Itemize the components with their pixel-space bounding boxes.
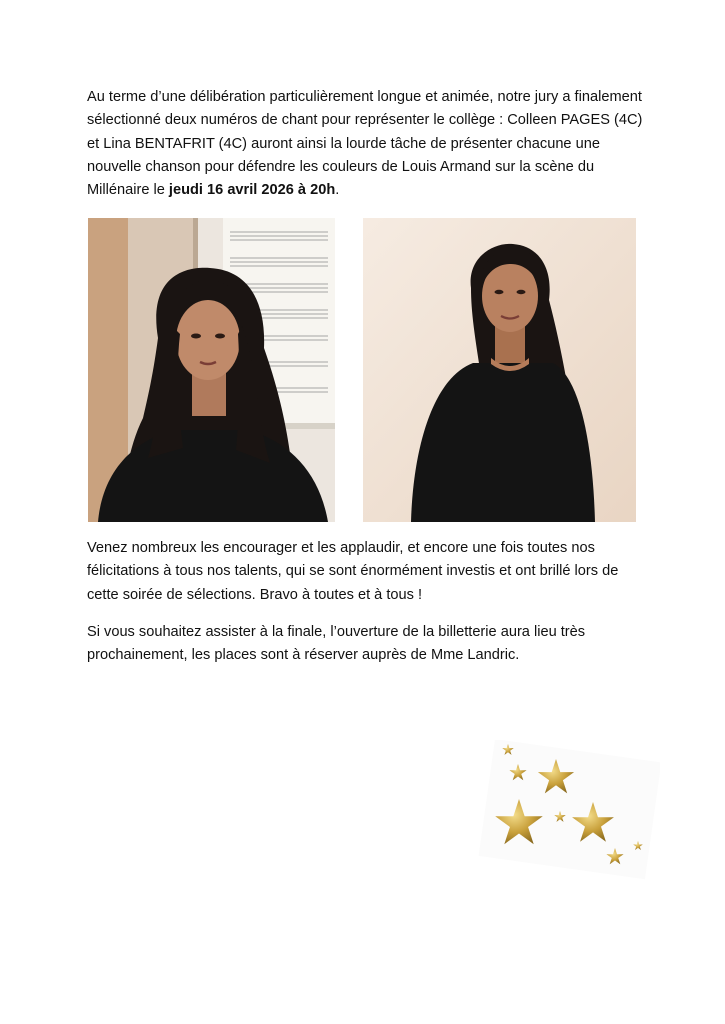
gold-stars-decoration <box>478 740 660 880</box>
intro-paragraph <box>87 86 647 202</box>
photo-lina <box>363 218 636 522</box>
event-date: jeudi 16 avril 2026 à 20h <box>168 182 336 199</box>
encouragement-paragraph: Venez nombreux les encourager et les applaudir, et encore une fois toutes nos félicitations à tous nos talents, qui se sont énormément investis et ont brillé lors de cette soirée de sélections. Bravo à toutes et à tous ! <box>87 540 619 603</box>
intro-end: . <box>335 182 340 199</box>
photo-colleen <box>88 218 335 522</box>
ticketing-paragraph: Si vous souhaitez assister à la finale, l’ouverture de la billetterie aura lieu très prochainement, les places sont à réserver auprès de Mme Landric. <box>87 624 586 664</box>
intro-text: Au terme d’une délibération particulièrement longue et animée, notre jury a finalement sélectionné deux numéros de chant pour représenter le collège : Colleen PAGES (4C) et Lina BENTAFRIT (4C) auront ainsi la lourde tâche de présenter chacune une nouvelle chanson pour défendre les couleurs de Louis Armand sur la scène du Millénaire le <box>87 89 643 199</box>
